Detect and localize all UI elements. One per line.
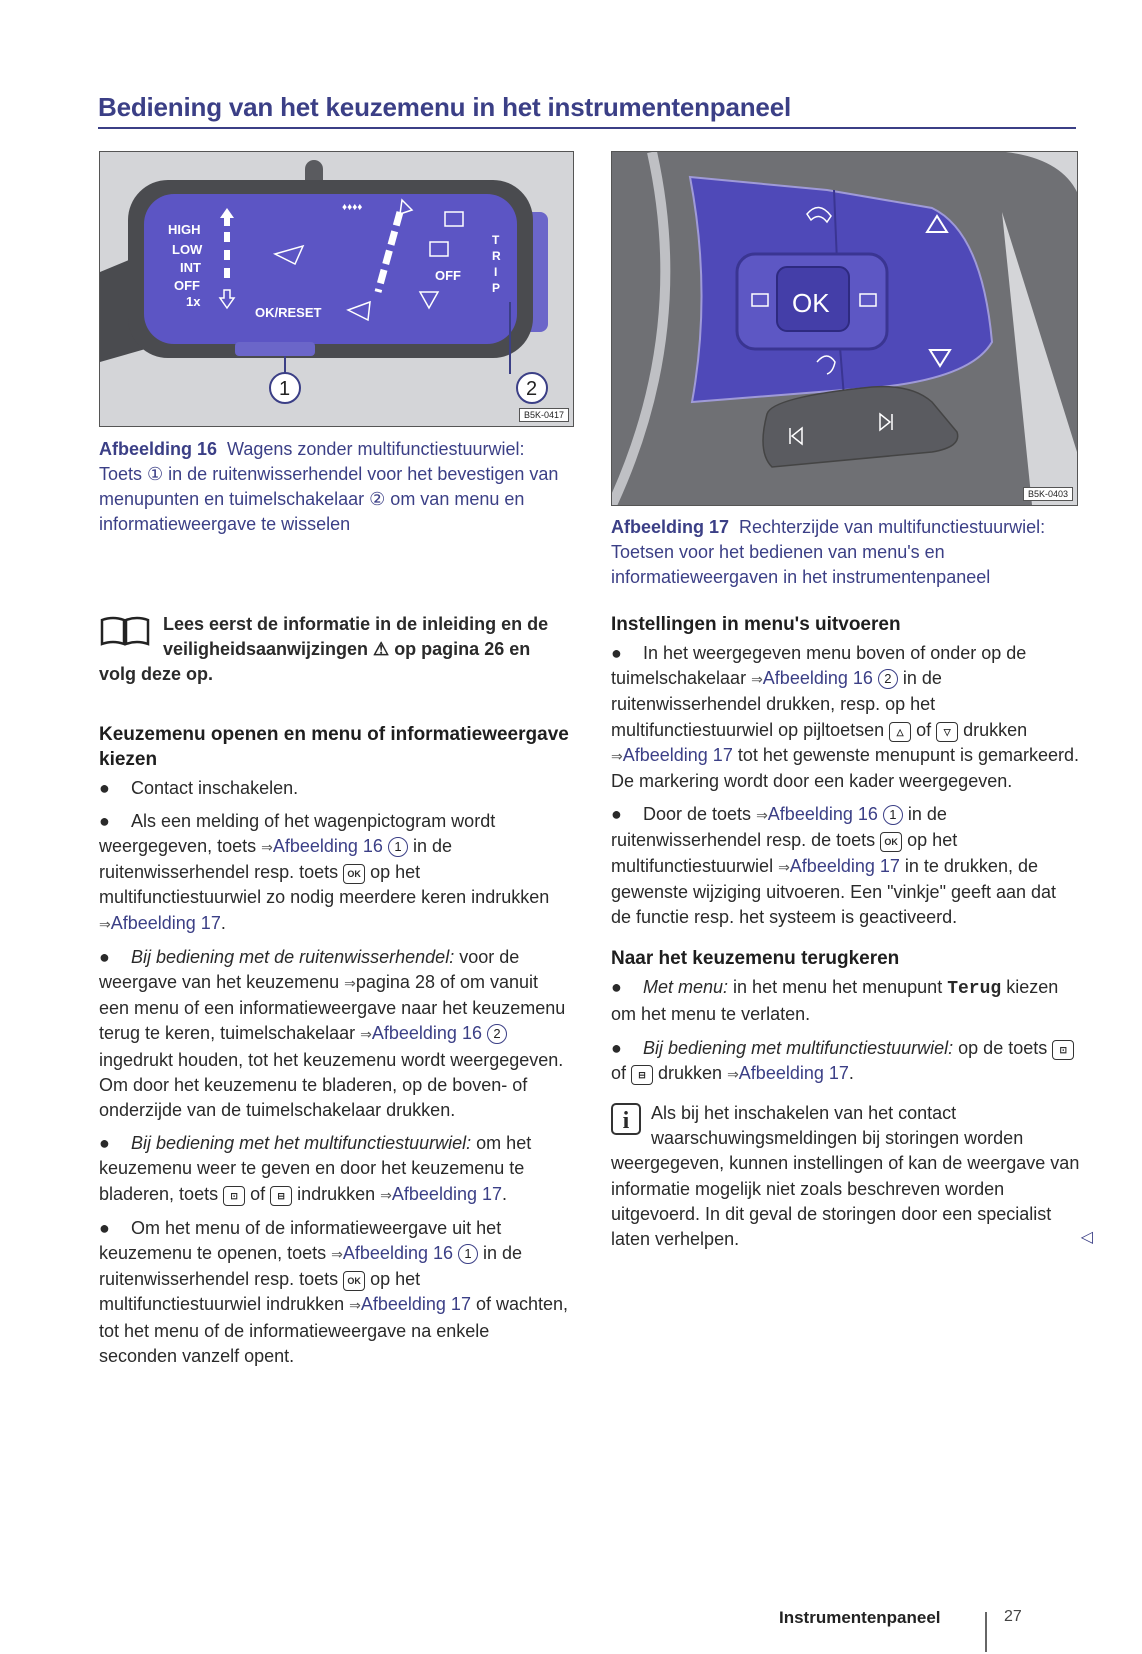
arrow-icon: ⇒ <box>349 1297 361 1314</box>
menu-key-icon: ⊡ <box>1052 1040 1074 1060</box>
info-text: Als bij het inschakelen van het contact waarschuwingsmeldingen bij storingen worden weergegeven, kunnen instellingen of kan de weergave van informatie mogelijk niet zoals beschreven worden uitgevoerd. In dit geval de storingen door een specialist laten verhelpen. <box>611 1103 1080 1250</box>
callout-1-icon: 1 <box>883 805 903 825</box>
ok-key-icon: OK <box>343 864 365 884</box>
callout-2: 2 <box>526 378 538 400</box>
steering-wheel-illustration <box>612 152 1077 505</box>
left-column <box>99 612 569 1377</box>
list-item: ● Als een melding of het wagenpictogram wordt weergegeven, toets ⇒Afbeelding 16 1 in de ruitenwisserhendel resp. toets OK op het multifunctiestuurwiel zo nodig meerdere keren indrukken ⇒Afbeelding 17. <box>99 810 550 933</box>
label-high: HIGH <box>168 222 201 237</box>
section-heading: Keuzemenu openen en menu of informatieweergave kiezen <box>99 723 569 770</box>
list-item: ● In het weergegeven menu boven of onder op de tuimelschakelaar ⇒Afbeelding 16 2 in de ruitenwisserhendel drukken, resp. op het multifunctiestuurwiel op pijltoetsen △ of ▽ drukken ⇒Afbeelding 17 tot het gewenste menupunt is gemarkeerd. De markering wordt door een kader weergegeven. <box>611 643 1080 792</box>
figure-code: B5K-0417 <box>519 408 569 422</box>
bullet-icon: ● <box>611 643 622 663</box>
ok-key-icon: OK <box>343 1271 365 1291</box>
bullet-icon: ● <box>99 810 110 831</box>
arrow-icon: ⇒ <box>778 858 790 875</box>
arrow-icon: ⇒ <box>611 747 623 764</box>
figure-link[interactable]: Afbeelding 17 <box>360 1294 471 1315</box>
menu-key-icon: ⊟ <box>631 1065 653 1085</box>
callout-1-icon: 1 <box>388 837 408 857</box>
figure-link[interactable]: Afbeelding 16 <box>371 1023 482 1044</box>
list-item: ● Bij bediening met het multifunctiestuurwiel: om het keuzemenu weer te geven en door het keuzemenu te bladeren, toets ⊡ of ⊟ indrukken ⇒Afbeelding 17. <box>99 1133 532 1204</box>
caption-label: Afbeelding 17 <box>611 517 730 537</box>
section-heading: Naar het keuzemenu terugkeren <box>611 948 900 970</box>
right-column <box>611 612 1093 1252</box>
figure-link[interactable]: Afbeelding 17 <box>738 1062 849 1083</box>
figure-link[interactable]: Afbeelding 16 <box>762 668 873 689</box>
figure-link[interactable]: Afbeelding 17 <box>622 744 733 765</box>
label-off-rear: OFF <box>435 268 461 283</box>
footer-section-title: Instrumentenpaneel <box>779 1608 941 1627</box>
arrow-icon: ⇒ <box>727 1065 739 1082</box>
figure-16-wiper-lever <box>99 151 574 427</box>
list-item: ● Contact inschakelen. <box>99 776 569 801</box>
callout-1: 1 <box>279 378 291 400</box>
page-reference[interactable]: pagina 28 <box>355 972 435 993</box>
arrow-icon: ⇒ <box>380 1186 392 1203</box>
svg-text:I: I <box>494 265 498 279</box>
figure-link[interactable]: Afbeelding 17 <box>789 855 900 876</box>
svg-text:R: R <box>492 249 501 263</box>
figure-17-caption <box>611 515 1081 590</box>
arrow-icon: ⇒ <box>360 1026 372 1043</box>
down-arrow-key-icon: ▽ <box>936 722 958 742</box>
up-arrow-key-icon: △ <box>889 722 911 742</box>
figure-link[interactable]: Afbeelding 16 <box>272 836 383 857</box>
arrow-icon: ⇒ <box>331 1246 343 1263</box>
info-icon: i <box>611 1103 641 1135</box>
menu-key-icon: ⊡ <box>223 1186 245 1206</box>
list-item: ● Door de toets ⇒Afbeelding 16 1 in de ruitenwisserhendel resp. de toets OK op het multifunctiestuurwiel ⇒Afbeelding 17 in te drukken, de gewenste wijziging uitvoeren. Een "vinkje" geeft aan dat de functie resp. het systeem is geactiveerd. <box>611 804 1057 928</box>
label-off: OFF <box>174 278 200 293</box>
bullet-icon: ● <box>99 777 110 798</box>
list-item: ● Bij bediening met multifunctiestuurwiel: op de toets ⊡ of ⊟ drukken ⇒Afbeelding 17. <box>611 1036 1081 1087</box>
list-item: ● Om het menu of de informatieweergave uit het keuzemenu te openen, toets ⇒Afbeelding 16 1 in de ruitenwisserhendel resp. toets OK op het multifunctiestuurwiel indrukken ⇒Afbeelding 17 of wachten, tot het menu of de informatieweergave na enkele seconden vanzelf opent. <box>99 1217 569 1366</box>
label-ok-reset: OK/RESET <box>255 305 322 320</box>
caption-text: Wagens zonder multifunctiestuurwiel: Toets ① in de ruitenwisserhendel voor het bevestigen van menupunten en tuimelschakelaar ② om van menu en informatieweergave te wisselen <box>99 439 559 534</box>
arrow-icon: ⇒ <box>99 915 111 932</box>
label-1x: 1x <box>186 294 201 309</box>
caption-label: Afbeelding 16 <box>99 439 218 459</box>
info-note <box>611 1101 1093 1252</box>
caption-text: Rechterzijde van multifunctiestuurwiel: Toetsen voor het bedienen van menu's en informatieweergaven in het instrumentenpaneel <box>611 517 1046 587</box>
footer-divider <box>985 1612 987 1652</box>
list-item: ● Met menu: in het menu het menupunt Terug kiezen om het menu te verlaten. <box>611 977 1059 1025</box>
svg-text:♦♦♦♦: ♦♦♦♦ <box>342 202 363 213</box>
menu-item-terug: Terug <box>947 979 1002 1000</box>
arrow-icon: ⇒ <box>751 671 763 688</box>
figure-link[interactable]: Afbeelding 17 <box>110 912 221 933</box>
callout-2-icon: 2 <box>878 669 898 689</box>
bullet-icon: ● <box>99 1133 110 1154</box>
label-int: INT <box>180 260 201 275</box>
figure-17-steering-wheel <box>611 151 1078 506</box>
bullet-icon: ● <box>611 804 622 825</box>
note-text: Lees eerst de informatie in de inleiding en de veiligheidsaanwijzingen ⚠ op pagina 26 en volg deze op. <box>99 614 549 685</box>
label-low: LOW <box>172 242 203 257</box>
callout-2-icon: 2 <box>487 1024 507 1044</box>
bullet-icon: ● <box>99 1217 110 1238</box>
svg-text:P: P <box>492 281 501 295</box>
book-icon <box>99 614 151 648</box>
list-item: ● Bij bediening met de ruitenwisserhendel: voor de weergave van het keuzemenu ⇒pagina 28 of om vanuit een menu of een informatieweergave naar het keuzemenu terug te keren, tuimelschakelaar ⇒Afbeelding 16 2 ingedrukt houden, tot het keuzemenu wordt weergegeven. Om door het keuzemenu te bladeren, op de boven- of onderzijde van de tuimelschakelaar drukken. <box>99 946 566 1121</box>
read-first-note <box>99 612 569 688</box>
section-heading: Instellingen in menu's uitvoeren <box>611 614 901 635</box>
page-title: Bediening van het keuzemenu in het instrumentenpaneel <box>98 92 791 122</box>
end-of-section-icon: ◁ <box>1080 1229 1093 1247</box>
figure-16-caption <box>99 437 569 537</box>
figure-link[interactable]: Afbeelding 16 <box>767 804 878 825</box>
figure-link[interactable]: Afbeelding 17 <box>391 1183 502 1204</box>
wiper-lever-illustration <box>100 152 573 426</box>
bullet-icon: ● <box>611 1037 622 1058</box>
arrow-icon: ⇒ <box>756 807 768 824</box>
menu-key-icon: ⊟ <box>270 1186 292 1206</box>
arrow-icon: ⇒ <box>261 839 273 856</box>
page-number: 27 <box>1004 1608 1022 1625</box>
ok-button-label: OK <box>792 288 830 318</box>
bullet-icon: ● <box>99 946 110 967</box>
figure-code: B5K-0403 <box>1023 487 1073 501</box>
title-rule <box>98 127 1076 129</box>
ok-key-icon: OK <box>880 832 902 852</box>
arrow-icon: ⇒ <box>344 975 356 992</box>
svg-text:T: T <box>492 233 500 247</box>
bullet-icon: ● <box>611 977 622 998</box>
figure-link[interactable]: Afbeelding 16 <box>342 1243 453 1264</box>
callout-1-icon: 1 <box>458 1244 478 1264</box>
